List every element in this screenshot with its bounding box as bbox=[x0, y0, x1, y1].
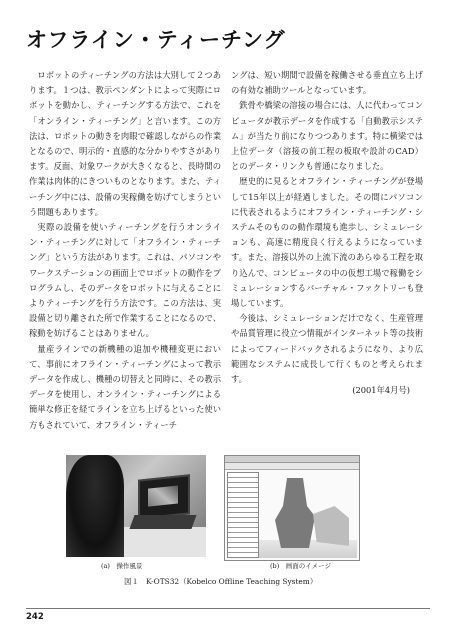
figure-caption: 図１ K-OTS32（Kobelco Offline Teaching System） bbox=[124, 577, 318, 586]
body-paragraph: 今後は、シミュレーションだけでなく、生産管理や品質管理に役立つ情報がインターネット等の技術によってフィードバックされるようになり、より広範囲なシステムに成長して行くものと考えられます。 bbox=[231, 313, 423, 385]
workpiece-model bbox=[313, 506, 349, 546]
body-paragraph: ロボットのティーチングの方法は大別して２つあります。１つは、教示ペンダントによって実際にロボットを動かし、ティーチングする方法で、これを「オンライン・ティーチング」と言います。この方法は、ロボットの動きを肉眼で確認しながらの作業となるので、明示的・直感的な分かりやすさがあります。反面、対象ワークが大きくなると、長時間の作業は肉体的にきついものとなります。また、ティーチング中には、設備の実稼働を妨げてしまうという問題もあります。 bbox=[29, 70, 221, 217]
body-paragraph-continuation: ングは、短い期間で設備を稼働させる垂直立ち上げの有効な補助ツールとなっています。 bbox=[231, 70, 423, 96]
right-column bbox=[231, 68, 423, 387]
figure-subcaption-a: (a) 操作風景 bbox=[101, 562, 143, 570]
figure-screen-image bbox=[224, 455, 360, 561]
body-paragraph: 量産ラインでの新機種の追加や機種変更において、事前にオフライン・ティーチングによって教示データを作成し、機種の切替えと同時に、その教示データを使用し、オンライン・ティーチングによる簡単な修正を経てラインを立ち上げるといった使い方もされていて、オフライン・ティーチ bbox=[29, 343, 221, 430]
body-paragraph: 実際の設備を使いティーチングを行うオンライン・ティーチングに対して「オフライン・ティーチング」という方法があります。これは、パソコンやワークステーションの画面上でロボットの動作をプログラムし、そのデータをロボットに与えることによりティーチングを行う方法です。この方法は、実設備と切り離された所で作業することになるので、稼動を妨げることはありません。 bbox=[29, 222, 221, 339]
page-title: オフライン・ティーチング bbox=[26, 28, 286, 52]
figure-subcaption-b: (b) 画面のイメージ bbox=[270, 562, 332, 570]
publication-date: (2001年4月号) bbox=[352, 385, 410, 395]
robot-model bbox=[275, 478, 315, 548]
laptop-base bbox=[129, 515, 196, 529]
body-paragraph: 歴史的に見るとオフライン・ティーチングが登場して15年以上が経過しました。その間にパソコンに代表されるようにオフライン・ティーチング・システムそのものの動作環境も進歩し、シミュレーションも、高速に精度良く行えるようになっています。また、溶接以外の上流下流のあらゆる工程を取り込んで、コンピュータの中の仮想工場で稼働をシミュレーションするバーチャル・ファクトリーも登場しています。 bbox=[231, 176, 423, 309]
software-toolbar bbox=[225, 463, 359, 470]
left-column bbox=[29, 68, 221, 433]
body-paragraph: 鉄骨や橋梁の溶接の場合には、人に代わってコンピュータが教示データを作成する「自動教示システム」が当たり前になりつつあります。特に横梁では上位データ（溶接の前工程の板取や設計のCAD）とのデータ・リンクも普通になりました。 bbox=[231, 100, 423, 172]
operator bbox=[66, 455, 124, 557]
software-file-list bbox=[227, 472, 259, 558]
footer-rule bbox=[26, 608, 430, 609]
software-menubar bbox=[225, 456, 359, 463]
laptop-screen bbox=[138, 474, 190, 519]
page-number: 242 bbox=[26, 612, 44, 622]
figure-photo-operation bbox=[66, 455, 206, 557]
